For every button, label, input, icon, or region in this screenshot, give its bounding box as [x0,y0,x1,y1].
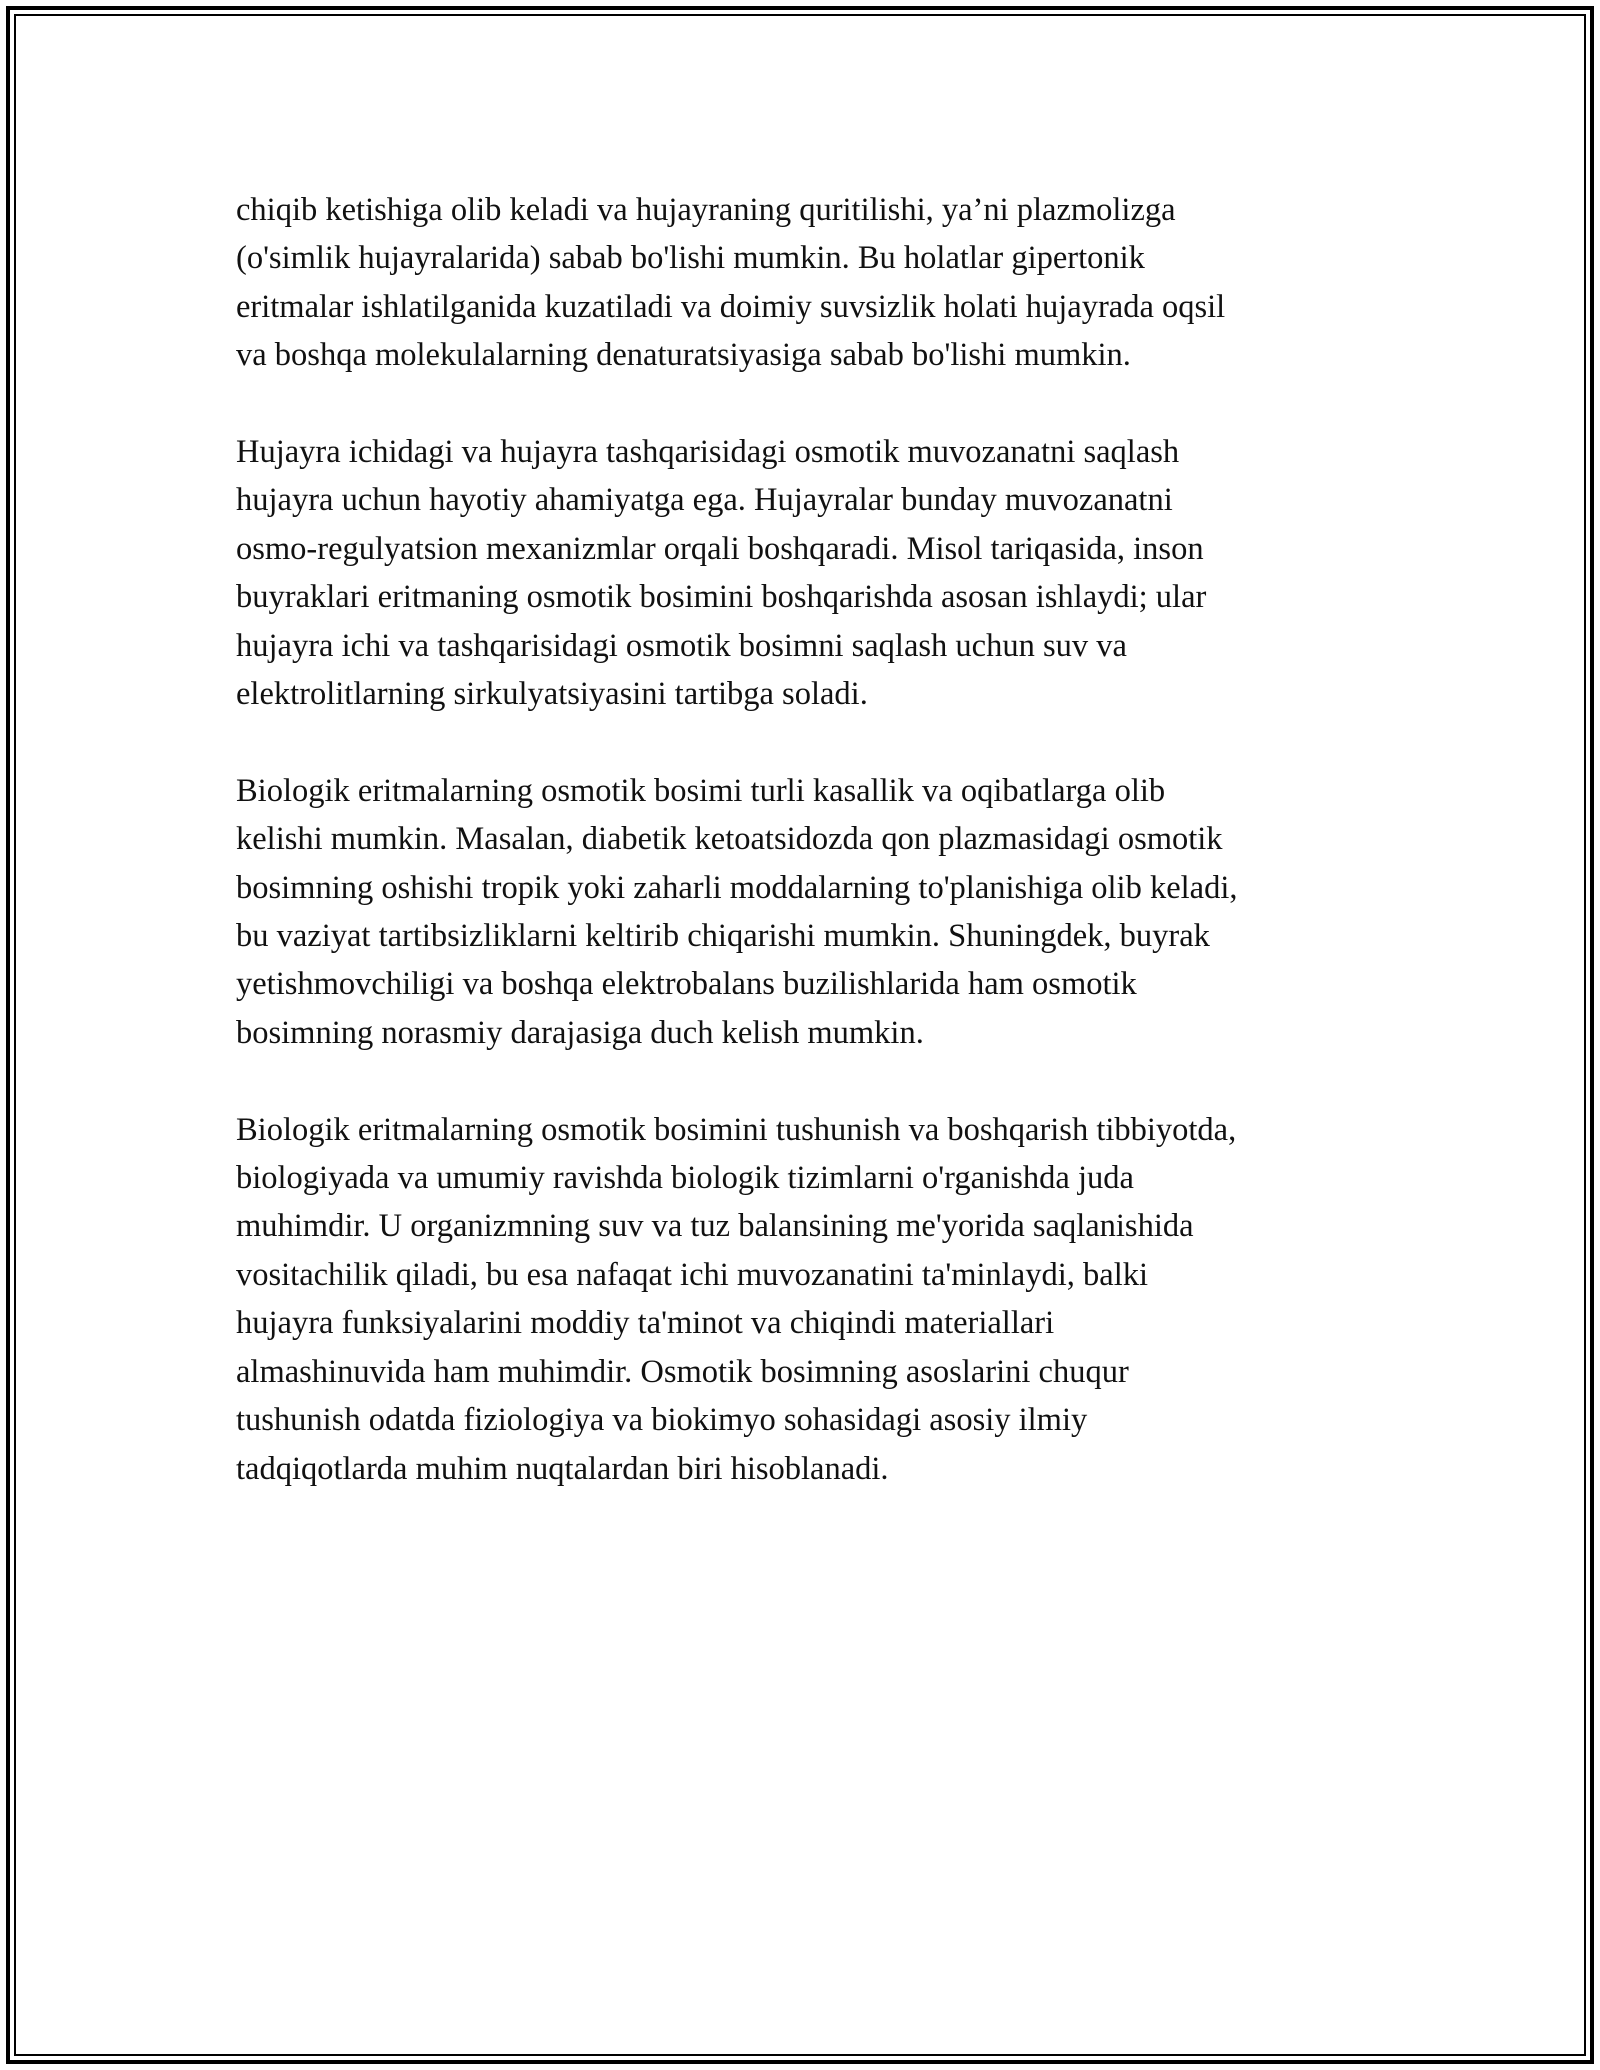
document-body [236,186,1396,1541]
paragraph-2: Hujayra ichidagi va hujayra tashqarisidagi osmotik muvozanatni saqlash hujayra uchun hayotiy ahamiyatga ega. Hujayralar bunday muvozanatni osmo-regulyatsion mexanizmlar orqali boshqaradi. Misol tariqasida, inson buyraklari eritmaning osmotik bosimini boshqarishda asosan ishlaydi; ular hujayra ichi va tashqarisidagi osmotik bosimni saqlash uchun suv va elektrolitlarning sirkulyatsiyasini tartibga soladi. [236,434,1207,713]
paragraph-1: chiqib ketishiga olib keladi va hujayraning quritilishi, ya’ni plazmolizga (o'simlik hujayralarida) sabab bo'lishi mumkin. Bu holatlar gipertonik eritmalar ishlatilganida kuzatiladi va doimiy suvsizlik holati hujayrada oqsil va boshqa molekulalarning denaturatsiyasiga sabab bo'lishi mumkin. [236,192,1226,374]
paragraph-4: Biologik eritmalarning osmotik bosimini tushunish va boshqarish tibbiyotda, biologiyada va umumiy ravishda biologik tizimlarni o'rganishda juda muhimdir. U organizmning suv va tuz balansining me'yorida saqlanishida vositachilik qiladi, bu esa nafaqat ichi muvozanatini ta'minlaydi, balki hujayra funksiyalarini moddiy ta'minot va chiqindi materiallari almashinuvida ham muhimdir. Osmotik bosimning asoslarini chuqur tushunish odatda fiziologiya va biokimyo sohasidagi asosiy ilmiy tadqiqotlarda muhim nuqtalardan biri hisoblanadi. [236,1111,1237,1487]
paragraph-3: Biologik eritmalarning osmotik bosimi turli kasallik va oqibatlarga olib kelishi mumkin. Masalan, diabetik ketoatsidozda qon plazmasidagi osmotik bosimning oshishi tropik yoki zaharli moddalarning to'planishiga olib keladi, bu vaziyat tartibsizliklarni keltirib chiqarishi mumkin. Shuningdek, buyrak yetishmovchiligi va boshqa elektrobalans buzilishlarida ham osmotik bosimning norasmiy darajasiga duch kelish mumkin. [236,772,1238,1051]
